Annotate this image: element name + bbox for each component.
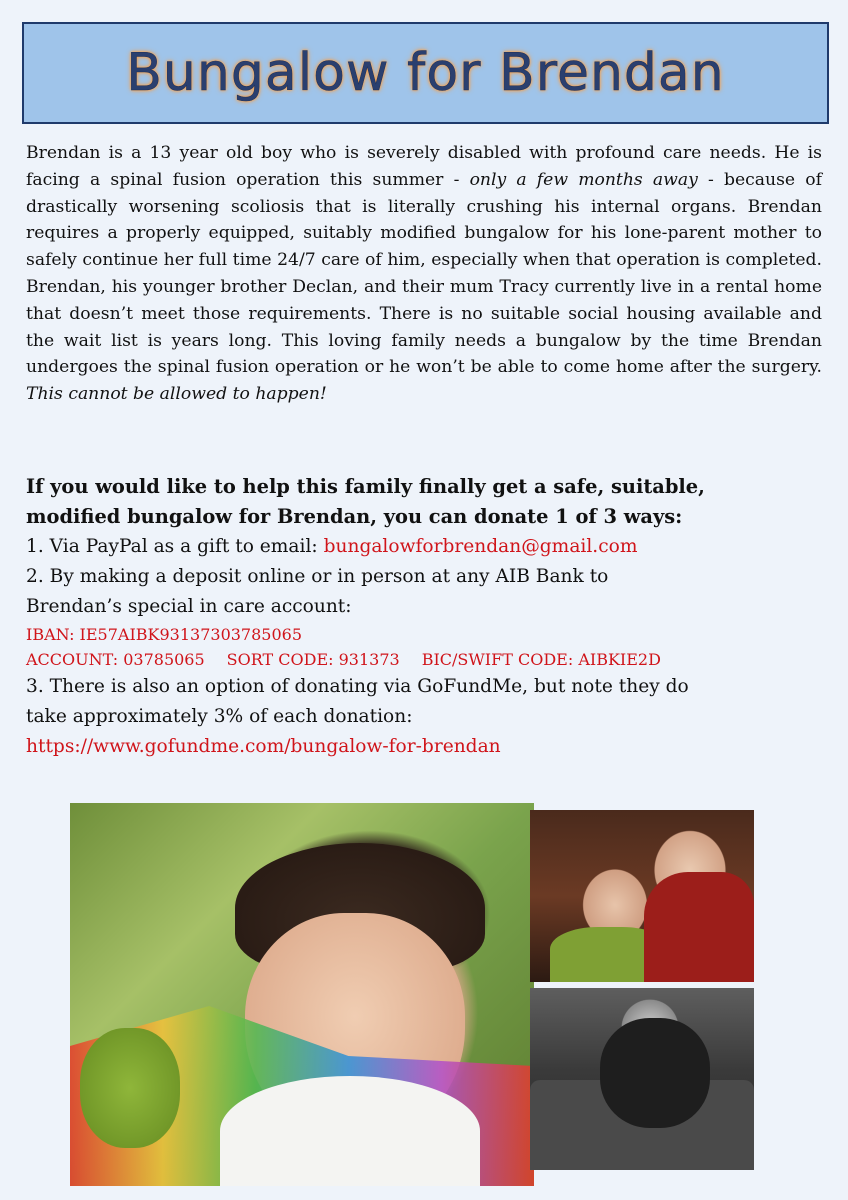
photo-red-hoodie	[644, 872, 754, 982]
account-number: ACCOUNT: 03785065	[26, 650, 205, 669]
photo-towel	[220, 1076, 480, 1186]
intro-paragraph	[26, 140, 822, 408]
intro-text-2: - because of drastically worsening scoliosis that is literally crushing his internal organs. Brendan requires a properly equipped, suitably modified bungalow for his lone-parent mother to safely continue her full time 24/7 care of him, especially when that operation is completed. Brendan, his younger brother Declan, and their mum Tracy currently live in a rental home that doesn’t meet those requirements. There is no suitable social housing available and the wait list is years long. This loving family needs a bungalow by the time Brendan undergoes the spinal fusion operation or he won’t be able to come home after the surgery.	[26, 169, 822, 378]
donation-section	[26, 472, 826, 762]
paypal-text: 1. Via PayPal as a gift to email:	[26, 536, 324, 557]
paypal-email-link[interactable]: bungalowforbrendan@gmail.com	[323, 536, 638, 557]
page-title: Bungalow for Brendan	[126, 43, 725, 103]
bank-details	[26, 647, 826, 672]
donate-way-bank-line-1: 2. By making a deposit online or in person at any AIB Bank to	[26, 566, 609, 587]
photo-brendan-main	[70, 803, 534, 1186]
sort-code: SORT CODE: 931373	[226, 650, 400, 669]
intro-emphasis-2: This cannot be allowed to happen!	[26, 384, 327, 405]
donate-heading-line-1: If you would like to help this family finally get a safe, suitable,	[26, 475, 705, 498]
donate-way-paypal	[26, 532, 826, 562]
bic-code: BIC/SWIFT CODE: AIBKIE2D	[421, 650, 661, 669]
iban-text: IBAN: IE57AIBK93137303785065	[26, 625, 302, 644]
intro-emphasis-1: only a few months away	[469, 169, 698, 190]
donate-heading-line-2: modified bungalow for Brendan, you can donate 1 of 3 ways:	[26, 505, 683, 528]
gofundme-link[interactable]: https://www.gofundme.com/bungalow-for-brendan	[26, 736, 501, 757]
donate-way-gofundme-line-1: 3. There is also an option of donating via GoFundMe, but note they do	[26, 676, 689, 697]
intro-text-1: Brendan is a 13 year old boy who is severely disabled with profound care needs. He is facing a spinal fusion operation this summer -	[26, 143, 822, 190]
photo-glove	[80, 1028, 180, 1148]
donate-way-gofundme-line-2: take approximately 3% of each donation:	[26, 706, 413, 727]
photo-people	[600, 1018, 710, 1128]
title-banner	[22, 22, 829, 124]
photo-brothers	[530, 810, 754, 982]
photo-mother-and-son	[530, 988, 754, 1170]
donate-way-bank-line-2: Brendan’s special in care account:	[26, 596, 352, 617]
